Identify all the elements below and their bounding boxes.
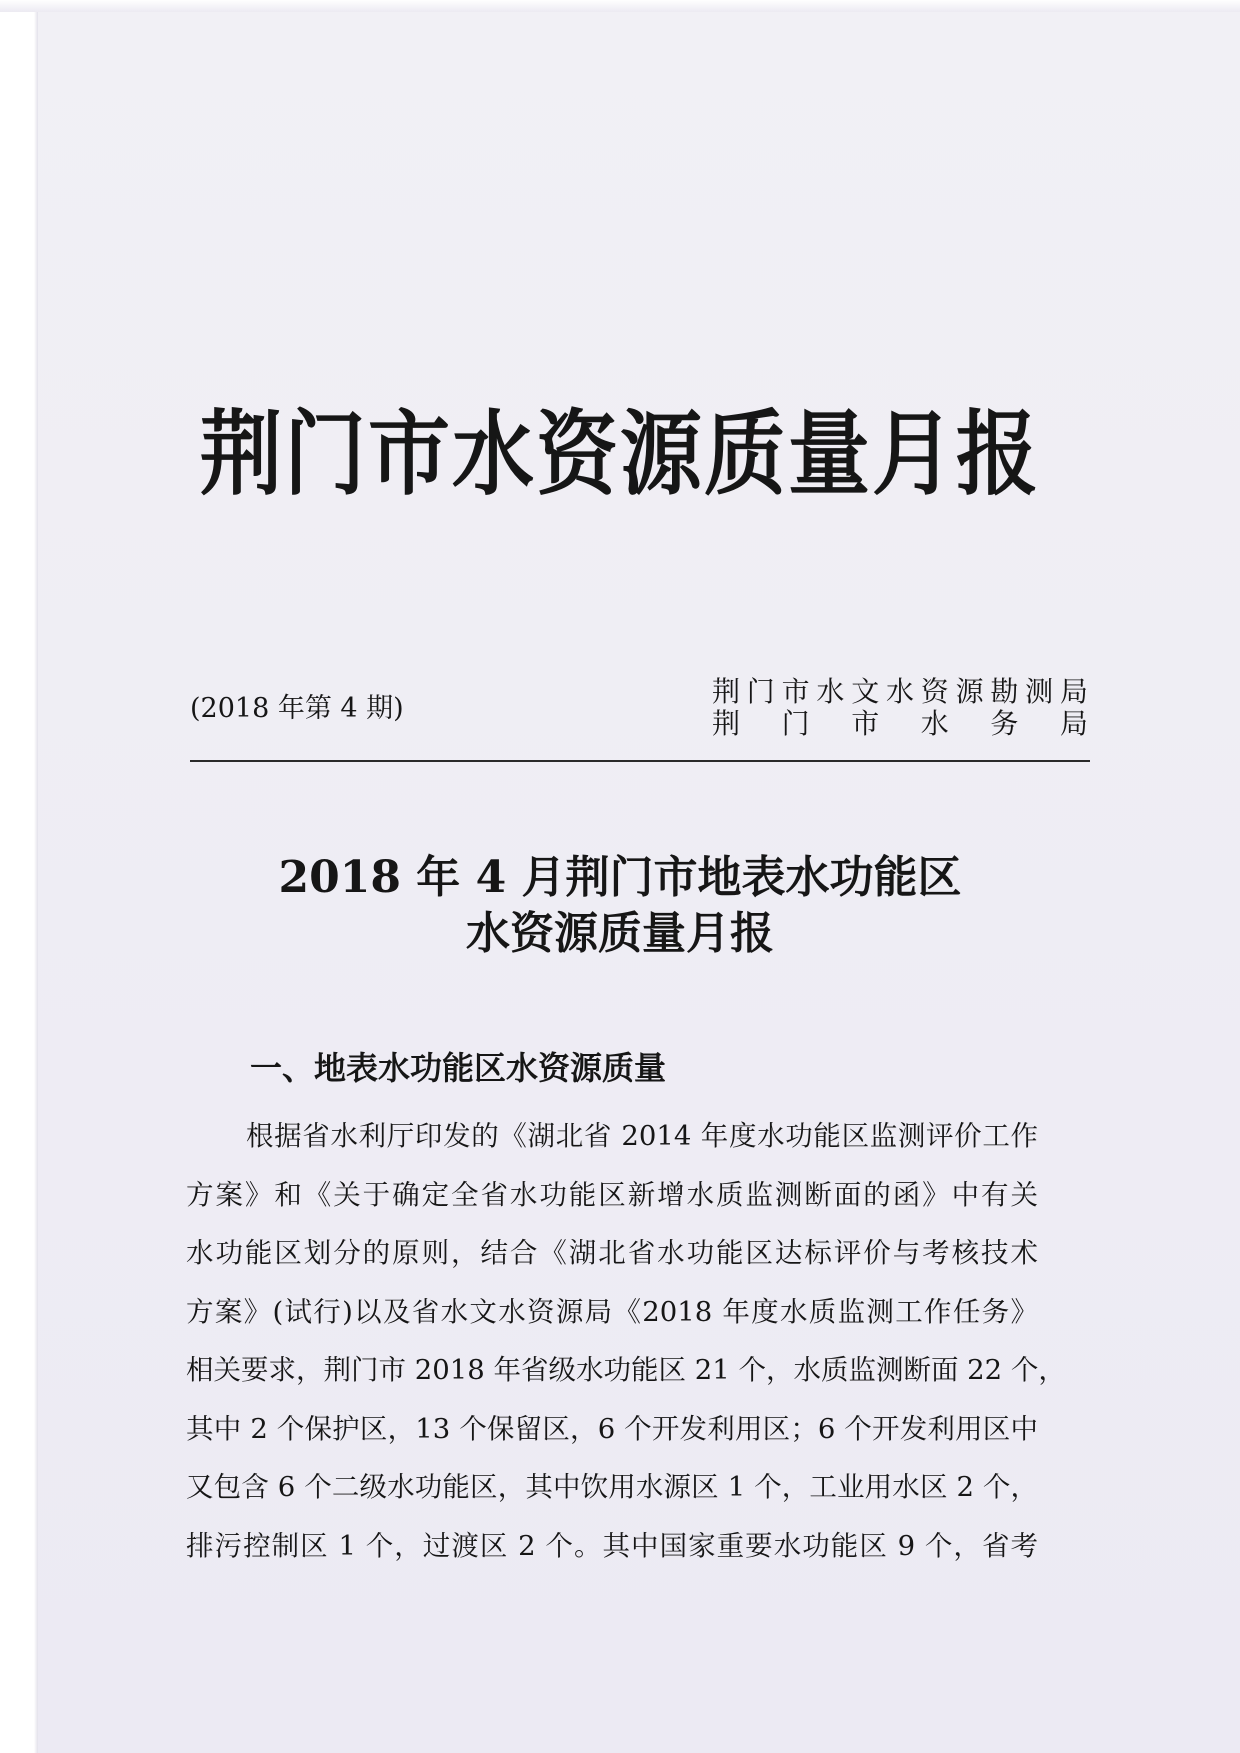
issue-number: (2018 年第 4 期) [190, 693, 404, 724]
body-line-4: 方案》(试行)以及省水文水资源局《2018 年度水质监测工作任务》 [186, 1295, 1038, 1328]
body-line-3: 水功能区划分的原则，结合《湖北省水功能区达标评价与考核技术 [186, 1237, 1038, 1269]
issuer-block [712, 676, 1088, 740]
scan-edge-top [0, 0, 1240, 12]
report-title [0, 850, 1240, 962]
report-title-line-1: 2018 年 4 月荆门市地表水功能区 [278, 852, 962, 903]
report-title-line-2: 水资源质量月报 [466, 908, 774, 959]
section-heading: 一、地表水功能区水资源质量 [250, 1049, 667, 1087]
body-line-1: 根据省水利厅印发的《湖北省 2014 年度水功能区监测评价工作 [246, 1120, 1038, 1152]
header-divider [190, 760, 1090, 762]
body-line-2: 方案》和《关于确定全省水功能区新增水质监测断面的函》中有关 [186, 1178, 1038, 1211]
issuer-line-2: 荆门市水务局 [712, 707, 1088, 740]
body-line-7: 又包含 6 个二级水功能区，其中饮用水源区 1 个，工业用水区 2 个， [186, 1471, 1038, 1503]
body-line-8: 排污控制区 1 个，过渡区 2 个。其中国家重要水功能区 9 个，省考 [186, 1529, 1038, 1562]
main-title: 荆门市水资源质量月报 [199, 402, 1040, 509]
body-line-5: 相关要求，荆门市 2018 年省级水功能区 21 个，水质监测断面 22 个， [186, 1354, 1066, 1386]
body-line-6: 其中 2 个保护区，13 个保留区，6 个开发利用区；6 个开发利用区中 [186, 1412, 1038, 1445]
issuer-line-1: 荆门市水文水资源勘测局 [712, 675, 1088, 708]
body-paragraph [186, 1107, 1066, 1575]
